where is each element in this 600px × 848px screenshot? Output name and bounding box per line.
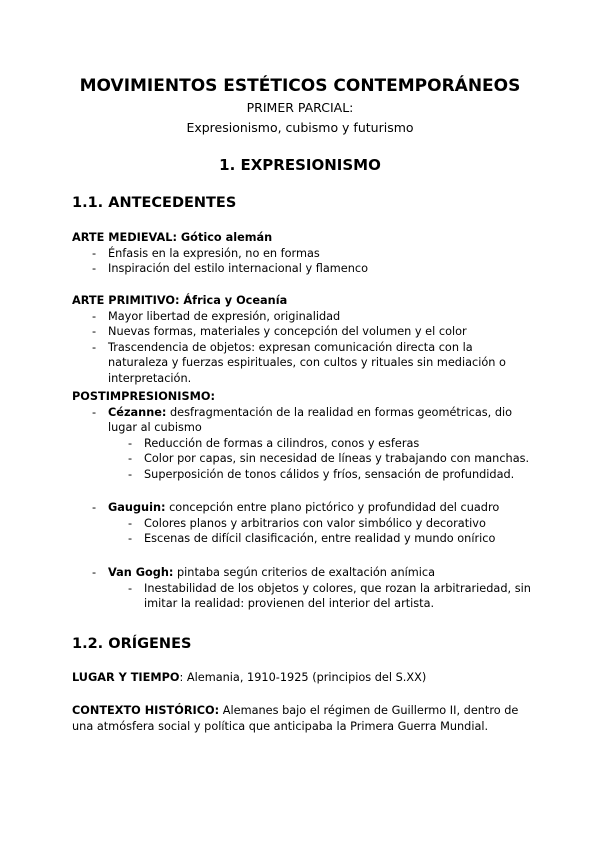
- list-item: - Énfasis en la expresión, no en formas: [72, 246, 532, 262]
- lugar-tiempo-text: : Alemania, 1910-1925 (principios del S.XX): [179, 671, 427, 684]
- contexto-historico-label: CONTEXTO HISTÓRICO:: [72, 704, 220, 717]
- arte-primitivo-block: [72, 293, 532, 386]
- contexto-historico-paragraph: [72, 703, 532, 734]
- document-subtitle: PRIMER PARCIAL:: [246, 100, 354, 115]
- list-item: - Trascendencia de objetos: expresan comunicación directa con la naturaleza y fuerzas espirituales, con cultos y rituales sin mediación o interpretación.: [72, 340, 532, 387]
- gauguin-text: concepción entre plano pictórico y profundidad del cuadro: [165, 501, 500, 514]
- list-item: - Superposición de tonos cálidos y fríos, sensación de profundidad.: [72, 467, 532, 483]
- section-heading-expresionismo: 1. EXPRESIONISMO: [219, 156, 381, 174]
- vangogh-name: Van Gogh:: [108, 566, 174, 579]
- cezanne-item: [72, 405, 532, 436]
- vangogh-item: [72, 565, 532, 581]
- vangogh-list: [72, 565, 532, 612]
- arte-medieval-block: [72, 230, 532, 277]
- gauguin-block: [72, 500, 532, 547]
- document-title: MOVIMIENTOS ESTÉTICOS CONTEMPORÁNEOS: [79, 76, 521, 96]
- subsection-heading-antecedentes: 1.1. ANTECEDENTES: [72, 195, 237, 211]
- list-item: - Mayor libertad de expresión, originalidad: [72, 309, 532, 325]
- cezanne-name: Cézanne:: [108, 405, 167, 419]
- arte-primitivo-label: ARTE PRIMITIVO: África y Oceanía: [72, 294, 288, 307]
- list-item: - Inestabilidad de los objetos y colores, que rozan la arbitrariedad, sin imitar la realidad: provienen del interior del artista.: [72, 581, 532, 612]
- arte-medieval-label: ARTE MEDIEVAL: Gótico alemán: [72, 231, 273, 244]
- contexto-historico-text: Alemanes bajo el régimen de Guillermo II, dentro de una atmósfera social y política que anticipaba la Primera Guerra Mundial.: [72, 704, 519, 733]
- list-item: - Colores planos y arbitrarios con valor simbólico y decorativo: [72, 516, 532, 532]
- gauguin-name: Gauguin:: [108, 501, 166, 514]
- lugar-tiempo-paragraph: [72, 670, 532, 686]
- postimpresionismo-label: POSTIMPRESIONISMO:: [72, 390, 215, 403]
- list-item: - Escenas de difícil clasificación, entre realidad y mundo onírico: [72, 531, 532, 547]
- arte-medieval-list: [72, 246, 532, 277]
- document-topics: Expresionismo, cubismo y futurismo: [186, 120, 414, 135]
- list-item: - Nuevas formas, materiales y concepción del volumen y el color: [72, 324, 532, 340]
- cezanne-text: desfragmentación de la realidad en formas geométricas, dio lugar al cubismo: [108, 405, 513, 434]
- list-item: - Reducción de formas a cilindros, conos y esferas: [72, 436, 532, 452]
- gauguin-item: [72, 500, 532, 516]
- vangogh-text: pintaba según criterios de exaltación anímica: [173, 566, 436, 579]
- gauguin-list: [72, 500, 532, 547]
- list-item: - Inspiración del estilo internacional y flamenco: [72, 261, 532, 277]
- lugar-tiempo-label: LUGAR Y TIEMPO: [72, 671, 180, 684]
- vangogh-block: [72, 565, 532, 612]
- cezanne-list: [72, 405, 532, 483]
- subsection-heading-origenes: 1.2. ORÍGENES: [72, 636, 192, 652]
- postimpresionismo-block: [72, 389, 532, 482]
- arte-primitivo-list: [72, 309, 532, 387]
- list-item: - Color por capas, sin necesidad de líneas y trabajando con manchas.: [72, 451, 532, 467]
